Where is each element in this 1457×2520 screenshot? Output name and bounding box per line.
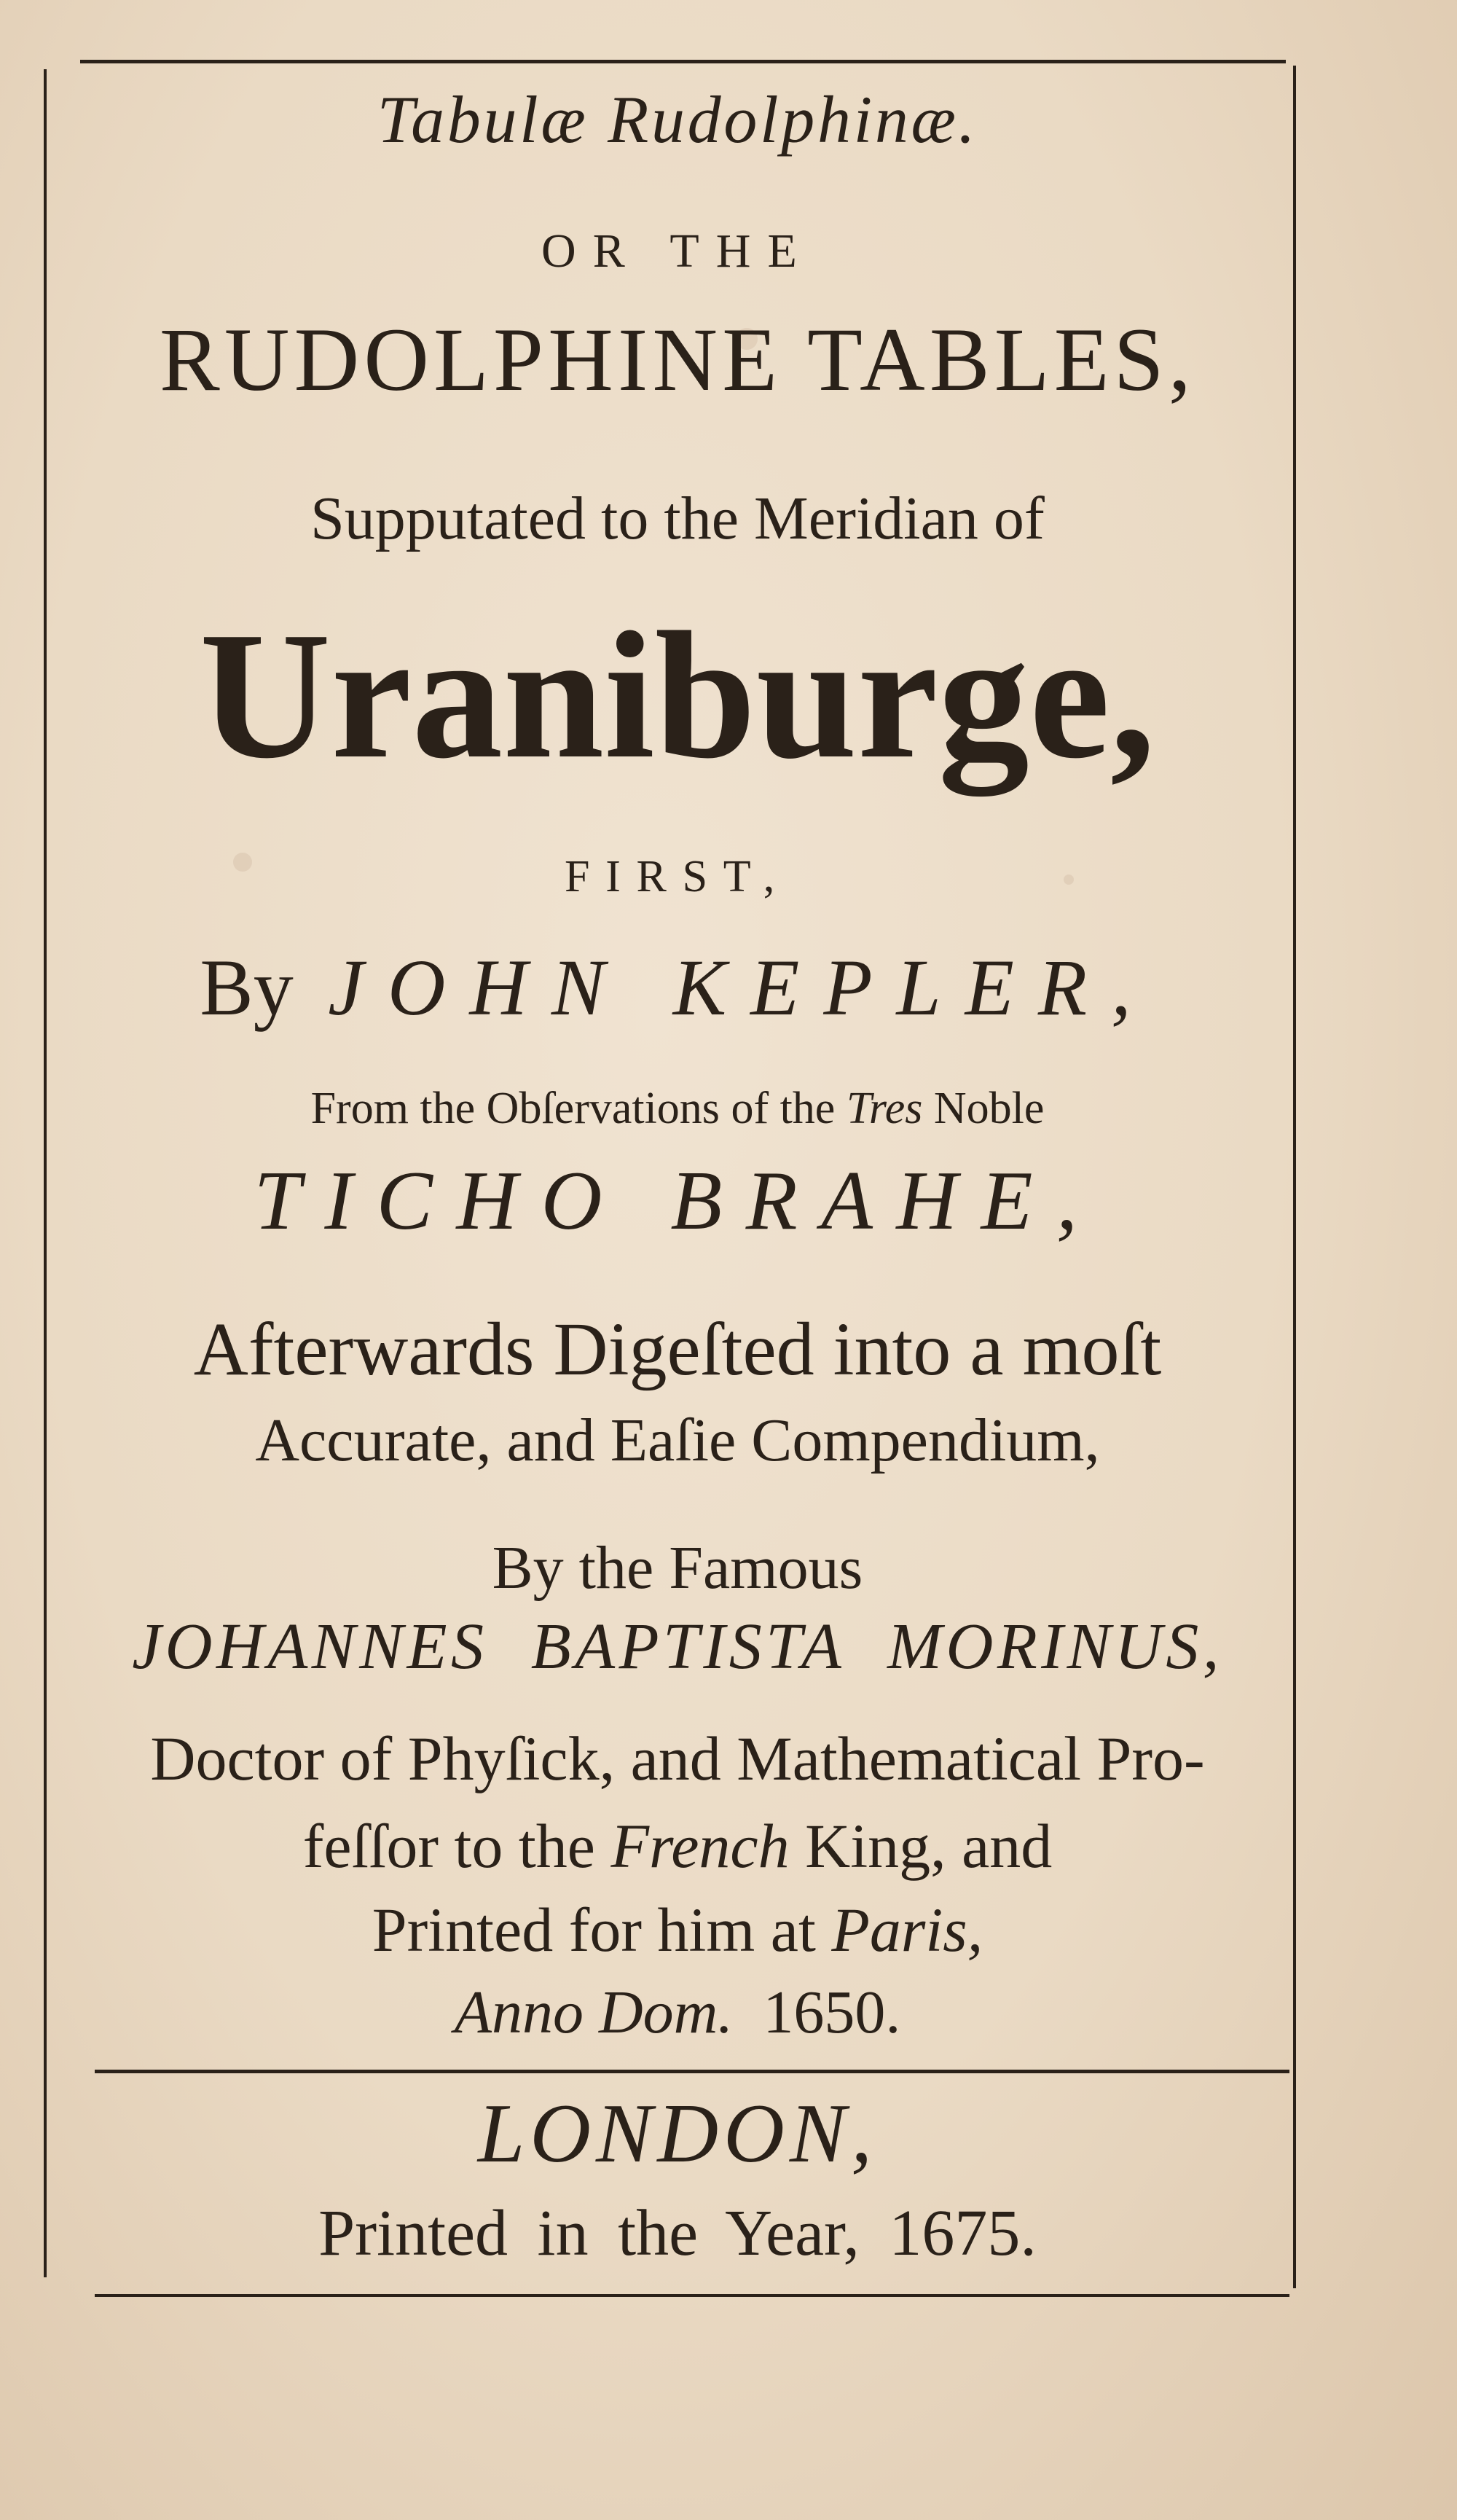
- afterwards-line: Afterwards Digeſted into a moſt: [193, 1307, 1162, 1391]
- doctor-line: Doctor of Phyſick, and Mathematical Pro-: [150, 1723, 1205, 1793]
- by-famous-line: By the Famous: [492, 1534, 863, 1602]
- frame-imprint-rule: [95, 2070, 1289, 2073]
- printed-for-paris: Paris,: [831, 1895, 983, 1965]
- accurate-line: Accurate, and Eaſie Compendium,: [255, 1406, 1100, 1474]
- tycho-brahe: TICHO BRAHE,: [254, 1154, 1101, 1248]
- anno-dom: Anno Dom.: [454, 1979, 734, 2046]
- author-line: [51, 943, 1304, 1032]
- place-name: Uraniburge,: [199, 595, 1156, 797]
- supputated-line: Supputated to the Meridian of: [310, 485, 1045, 552]
- observations-tres: Tres: [846, 1084, 923, 1133]
- printed-for-line: [51, 1895, 1304, 1965]
- london-line: LONDON,: [477, 2087, 878, 2180]
- observations-line: [51, 1086, 1304, 1131]
- printed-for-text: Printed for him at: [372, 1895, 816, 1965]
- professor-text-1: feſſor to the: [302, 1811, 595, 1881]
- professor-text-2: King, and: [805, 1811, 1053, 1881]
- or-the-line: OR THE: [541, 224, 814, 278]
- by-word: By: [200, 943, 294, 1032]
- anno-line: [51, 1979, 1304, 2046]
- anno-year: 1650.: [763, 1979, 901, 2046]
- frame-left-rule: [44, 69, 47, 2277]
- printed-year-line: Printed in the Year, 1675.: [318, 2197, 1037, 2269]
- author-name: JOHN KEPLER,: [328, 943, 1155, 1032]
- professor-french: French: [610, 1811, 790, 1881]
- main-title: RUDOLPHINE TABLES,: [159, 310, 1196, 410]
- professor-line: [51, 1811, 1304, 1881]
- observations-text-1: From the Obſervations of the: [310, 1084, 836, 1133]
- morinus-name: JOHANNES BAPTISTA MORINUS,: [132, 1611, 1223, 1683]
- frame-bottom-rule: [95, 2294, 1289, 2297]
- latin-title: Tabulæ Rudolphinæ.: [377, 82, 978, 157]
- first-line: FIRST,: [565, 852, 790, 901]
- observations-text-2: Noble: [933, 1084, 1045, 1133]
- frame-top-rule: [80, 60, 1286, 63]
